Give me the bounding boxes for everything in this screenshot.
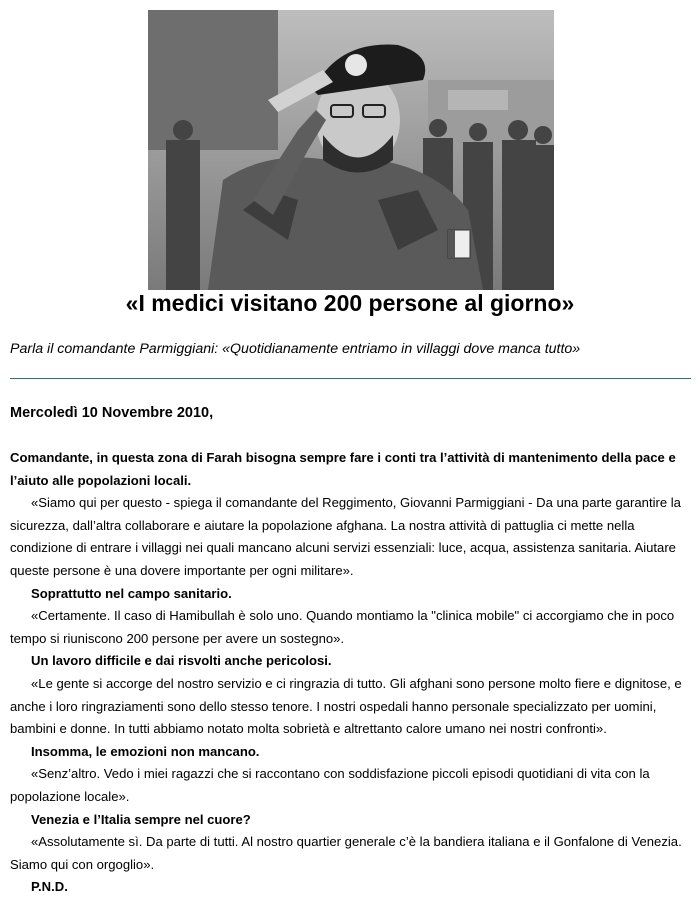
- interview-question: Insomma, le emozioni non mancano.: [31, 743, 260, 759]
- article-date: Mercoledì 10 Novembre 2010,: [10, 405, 214, 421]
- interview-question: Un lavoro difficile e dai risvolti anche pericolosi.: [31, 653, 332, 669]
- article-subtitle: Parla il comandante Parmiggiani: «Quotidianamente entriamo in villaggi dove manca tutto»: [10, 341, 581, 357]
- author-signature: P.N.D.: [31, 879, 68, 895]
- interview-answer: «Certamente. Il caso di Hamibullah è solo uno. Quando montiamo la "clinica mobile" ci accorgiamo che in poco tempo si riuniscono 200 persone per avere un sostegno».: [10, 608, 675, 646]
- article-title: «I medici visitano 200 persone al giorno»: [125, 290, 575, 316]
- interview-answer: «Le gente si accorge del nostro servizio e ci ringrazia di tutto. Gli afghani sono persone molto fiere e dignitose, e anche i loro ringraziamenti sono dello stesso tenore. I nostri ospedali hanno personale specializzato per uomini, bambini e donne. In tutti abbiamo notato molta sobrietà e altrettanto calore umano nei nostri confronti».: [10, 675, 682, 737]
- interview-question: Soprattutto nel campo sanitario.: [31, 585, 232, 601]
- interview-question: Comandante, in questa zona di Farah bisogna sempre fare i conti tra l’attività di mantenimento della pace e l’aiuto alle popolazioni locali.: [10, 450, 676, 488]
- article-photo: [148, 10, 554, 290]
- interview-answer: «Assolutamente sì. Da parte di tutti. Al nostro quartier generale c’è la bandiera italiana e il Gonfalone di Venezia. Siamo qui con orgoglio».: [10, 834, 682, 872]
- interview-question: Venezia e l’Italia sempre nel cuore?: [31, 811, 251, 827]
- interview-answer: «Senz’altro. Vedo i miei ragazzi che si raccontano con soddisfazione piccoli episodi quotidiani di vita con la popolazione locale».: [10, 766, 650, 804]
- article-body: [10, 447, 694, 899]
- soldier-saluting-photo: [148, 10, 554, 290]
- interview-answer: «Siamo qui per questo - spiega il comandante del Reggimento, Giovanni Parmiggiani - Da una parte garantire la sicurezza, dall’altra collaborare e aiutare la popolazione afghana. La nostra attività di pattuglia ci mette nella condizione di entrare i villaggi nei quali mancano alcuni servizi essenziali: luce, acqua, assistenza sanitaria. Aiutare queste persone è una dovere importante per ogni militare».: [10, 495, 681, 578]
- divider: [10, 378, 691, 379]
